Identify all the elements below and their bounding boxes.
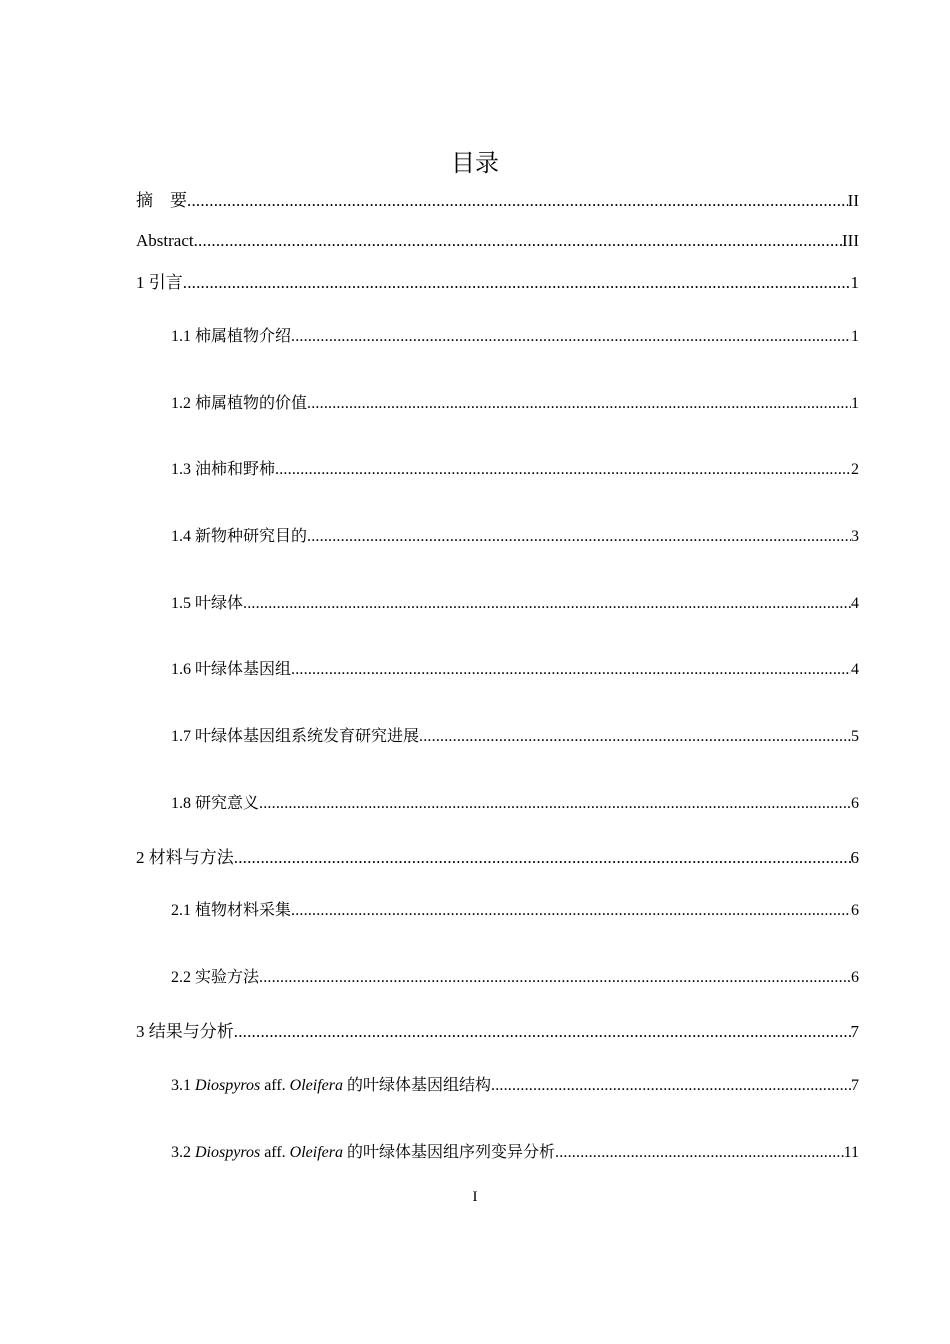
toc-entry-1-5[interactable]: [171, 593, 859, 615]
toc-entry-3-1[interactable]: [171, 1075, 859, 1097]
toc-label: 1.4 新物种研究目的: [171, 528, 308, 545]
toc-entry-1-6[interactable]: [171, 659, 859, 681]
toc-leader-dots: [234, 1021, 851, 1043]
toc-entry-1-8[interactable]: [171, 793, 859, 815]
toc-leader-dots: [291, 900, 851, 922]
toc-page-number: 6: [851, 969, 859, 986]
toc-page-number: 1: [851, 395, 859, 412]
toc-leader-dots: [291, 326, 851, 348]
toc-leader-dots: [243, 593, 851, 615]
page-number: I: [472, 1189, 478, 1205]
page-title: 目录: [451, 149, 499, 177]
toc-label: 3 结果与分析: [136, 1022, 234, 1041]
toc-entry-abstract-cn[interactable]: [136, 190, 859, 212]
toc-entry-chapter-2[interactable]: [136, 847, 859, 869]
toc-label: 1.5 叶绿体: [171, 595, 244, 612]
toc-page-number: 1: [850, 273, 859, 292]
toc-leader-dots: [307, 393, 851, 415]
toc-label: 1.6 叶绿体基因组: [171, 661, 292, 678]
toc-label: 3.1 Diospyros aff. Oleifera 的叶绿体基因组结构: [171, 1077, 491, 1094]
toc-entry-1-3[interactable]: [171, 459, 859, 481]
toc-leader-dots: [291, 659, 851, 681]
toc-entry-1-2[interactable]: [171, 393, 859, 415]
toc-entry-abstract-en[interactable]: [136, 230, 859, 252]
toc-leader-dots: [419, 726, 851, 748]
toc-label: 摘 要: [136, 191, 187, 210]
toc-page-number: 3: [851, 528, 859, 545]
toc-label: 1.2 柿属植物的价值: [171, 395, 308, 412]
toc-page-number: III: [842, 231, 859, 250]
toc-page-number: 1: [851, 328, 859, 345]
toc-entry-2-2[interactable]: [171, 967, 859, 989]
toc-page-number: 6: [851, 795, 859, 812]
toc-entry-3-2[interactable]: [171, 1142, 859, 1164]
toc-label: 1.8 研究意义: [171, 795, 260, 812]
toc-leader-dots: [187, 190, 848, 212]
toc-page-number: 11: [843, 1144, 859, 1161]
toc-page-number: 4: [851, 595, 859, 612]
toc-leader-dots: [234, 847, 851, 869]
toc-entry-1-4[interactable]: [171, 526, 859, 548]
toc-label: 1.1 柿属植物介绍: [171, 328, 292, 345]
toc-label: 1.3 油柿和野柿: [171, 461, 276, 478]
toc-label: 1 引言: [136, 273, 183, 292]
toc-page-number: 7: [851, 1077, 859, 1094]
toc-page-number: 5: [851, 728, 859, 745]
toc-page-number: 2: [851, 461, 859, 478]
toc-leader-dots: [307, 526, 851, 548]
toc-leader-dots: [194, 230, 842, 252]
toc-label: 3.2 Diospyros aff. Oleifera 的叶绿体基因组序列变异分析: [171, 1144, 555, 1161]
toc-page-number: 4: [851, 661, 859, 678]
toc-leader-dots: [183, 272, 851, 294]
toc-label: 1.7 叶绿体基因组系统发育研究进展: [171, 728, 420, 745]
toc-label: 2.1 植物材料采集: [171, 902, 292, 919]
toc-page-number: 7: [850, 1022, 859, 1041]
toc-leader-dots: [555, 1142, 844, 1164]
toc-entry-1-1[interactable]: [171, 326, 859, 348]
toc-entry-chapter-3[interactable]: [136, 1021, 859, 1043]
toc-leader-dots: [275, 459, 851, 481]
toc-page-number: II: [847, 191, 859, 210]
toc-leader-dots: [491, 1075, 851, 1097]
toc-label: 2.2 实验方法: [171, 969, 260, 986]
toc-label: Abstract: [136, 231, 194, 250]
toc-leader-dots: [259, 967, 851, 989]
toc-entry-2-1[interactable]: [171, 900, 859, 922]
toc-page-number: 6: [850, 848, 859, 867]
toc-label: 2 材料与方法: [136, 848, 234, 867]
toc-page-number: 6: [851, 902, 859, 919]
toc-leader-dots: [259, 793, 851, 815]
toc-entry-1-7[interactable]: [171, 726, 859, 748]
toc-entry-chapter-1[interactable]: [136, 272, 859, 294]
